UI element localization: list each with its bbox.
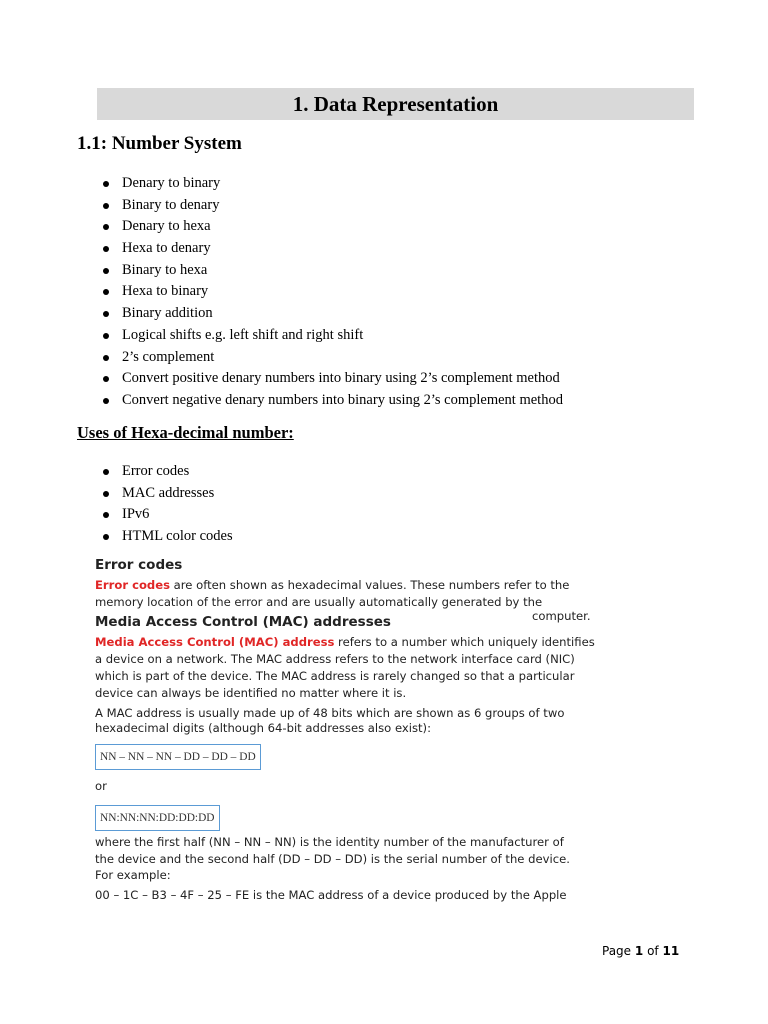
list-item: Binary addition [0, 303, 563, 325]
list-item: Convert positive denary numbers into binary using 2’s complement method [0, 368, 563, 390]
list-item: MAC addresses [0, 483, 233, 505]
list-item: Binary to hexa [0, 260, 563, 282]
page-title: 1. Data Representation [292, 91, 499, 116]
footer-total-pages: 11 [662, 944, 680, 958]
list-item: Denary to hexa [0, 216, 563, 238]
mac-format-dash: NN – NN – NN – DD – DD – DD [95, 744, 261, 770]
list-item: 2’s complement [0, 347, 563, 369]
list-item: Hexa to binary [0, 281, 563, 303]
footer-of-word: of [647, 944, 659, 958]
list-item: Hexa to denary [0, 238, 563, 260]
footer-current-page: 1 [634, 944, 644, 958]
half-line-1: where the first half (NN – NN – NN) is the identity number of the manufacturer of [95, 835, 564, 849]
mac-format-colon: NN:NN:NN:DD:DD:DD [95, 805, 220, 831]
error-codes-line-2-spill: computer. [532, 609, 591, 623]
half-line-2: the device and the second half (DD – DD – DD) is the serial number of the device. [95, 852, 570, 866]
footer-page-word: Page [602, 944, 632, 958]
mac-line-1-text: refers to a number which uniquely identifies [334, 635, 595, 649]
list-item: Binary to denary [0, 195, 563, 217]
error-codes-line-1-text: are often shown as hexadecimal values. These numbers refer to the [169, 578, 570, 592]
list-item: HTML color codes [0, 526, 233, 548]
example-label: For example: [95, 868, 171, 882]
title-bar [97, 88, 694, 120]
scanned-excerpt [88, 552, 595, 912]
list-item: Error codes [0, 461, 233, 483]
hex-uses-list [0, 461, 233, 548]
bits-line-1: A MAC address is usually made up of 48 bits which are shown as 6 groups of two [95, 706, 565, 720]
topic-list [0, 173, 563, 412]
error-codes-term: Error codes [95, 578, 170, 592]
list-item: Denary to binary [0, 173, 563, 195]
error-codes-line-1 [95, 577, 569, 594]
page-footer [602, 944, 679, 958]
example-line: 00 – 1C – B3 – 4F – 25 – FE is the MAC address of a device produced by the Apple [95, 888, 567, 902]
uses-heading: Uses of Hexa-decimal number: [77, 423, 294, 442]
list-item: Convert negative denary numbers into binary using 2’s complement method [0, 390, 563, 412]
list-item: IPv6 [0, 504, 233, 526]
section-heading: 1.1: Number System [77, 133, 242, 154]
bits-line-2: hexadecimal digits (although 64-bit addresses also exist): [95, 721, 431, 735]
mac-line-2: a device on a network. The MAC address refers to the network interface card (NIC) [95, 652, 575, 666]
mac-term: Media Access Control (MAC) address [95, 635, 335, 649]
mac-line-1 [95, 634, 595, 651]
mac-heading: Media Access Control (MAC) addresses [95, 614, 391, 630]
or-text: or [95, 779, 107, 793]
list-item: Logical shifts e.g. left shift and right shift [0, 325, 563, 347]
error-codes-line-2: memory location of the error and are usually automatically generated by the [95, 595, 543, 609]
mac-line-4: device can always be identified no matter where it is. [95, 686, 407, 700]
mac-line-3: which is part of the device. The MAC address is rarely changed so that a particular [95, 669, 575, 683]
error-codes-heading: Error codes [95, 557, 183, 573]
